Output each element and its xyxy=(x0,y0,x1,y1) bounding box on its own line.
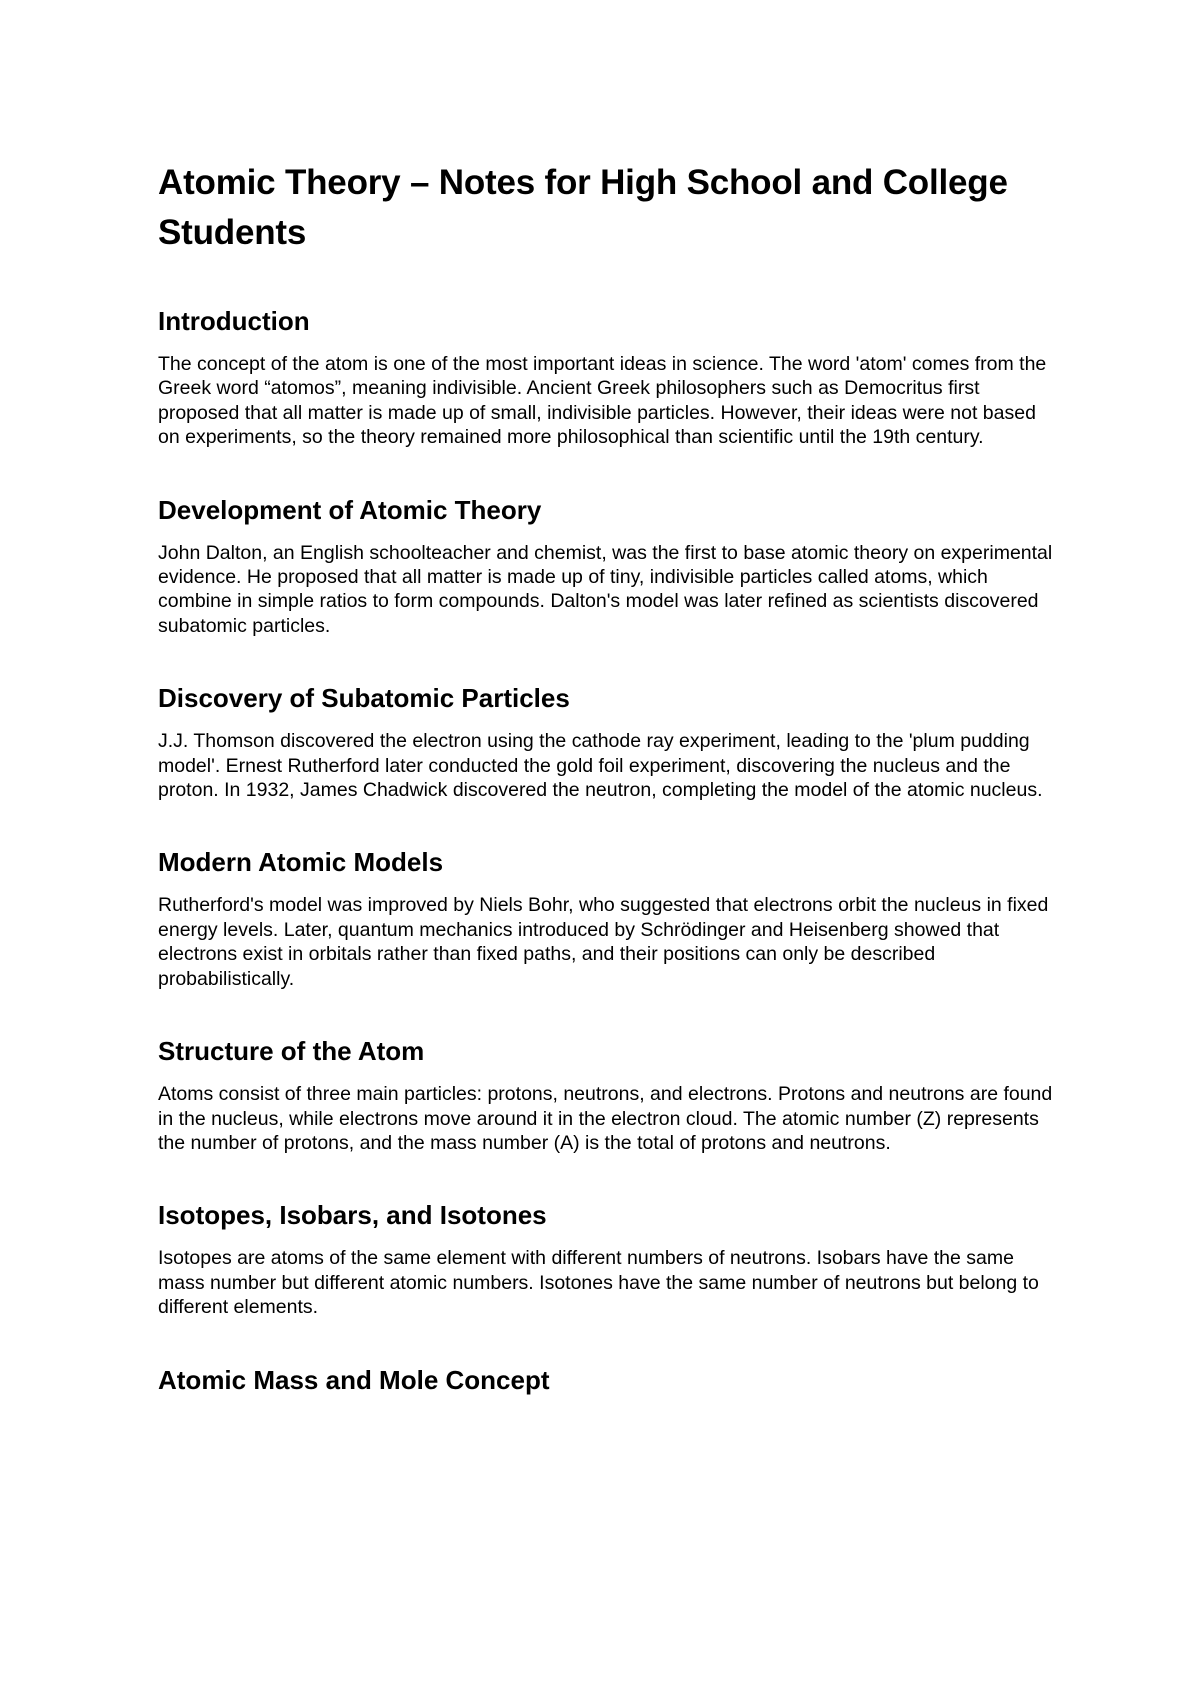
section-heading: Development of Atomic Theory xyxy=(158,494,542,525)
section-body: J.J. Thomson discovered the electron using the cathode ray experiment, leading to the 'plum pudding model'. Ernest Rutherford later conducted the gold foil experiment, discovering the nucleus and the proton. In 1932, James Chadwick discovered the neutron, completing the model of the atomic nucleus. xyxy=(158,730,1043,802)
section-heading: Atomic Mass and Mole Concept xyxy=(158,1364,550,1395)
section-development-of-atomic-theory xyxy=(158,493,1058,639)
section-body: Isotopes are atoms of the same element with different numbers of neutrons. Isobars have the same mass number but different atomic numbers. Isotones have the same number of neutrons but belong to different elements. xyxy=(158,1247,1039,1319)
section-body: The concept of the atom is one of the most important ideas in science. The word 'atom' comes from the Greek word “atomos”, meaning indivisible. Ancient Greek philosophers such as Democritus first proposed that all matter is made up of small, indivisible particles. However, their ideas were not based on experiments, so the theory remained more philosophical than scientific until the 19th century. xyxy=(158,353,1047,449)
section-heading: Discovery of Subatomic Particles xyxy=(158,683,570,714)
section-heading: Modern Atomic Models xyxy=(158,847,444,878)
section-structure-of-the-atom xyxy=(158,1034,1058,1155)
section-isotopes-isobars-isotones xyxy=(158,1198,1058,1319)
section-body: Rutherford's model was improved by Niels Bohr, who suggested that electrons orbit the nucleus in fixed energy levels. Later, quantum mechanics introduced by Schrödinger and Heisenberg showed that electrons exist in orbitals rather than fixed paths, and their positions can only be described probabilistically. xyxy=(158,894,1049,990)
section-atomic-mass-and-mole-concept xyxy=(158,1363,1058,1397)
section-heading: Introduction xyxy=(158,306,310,336)
section-discovery-of-subatomic-particles xyxy=(158,681,1058,802)
page-title: Atomic Theory – Notes for High School and College Students xyxy=(158,163,1008,252)
section-modern-atomic-models xyxy=(158,845,1058,991)
section-heading: Structure of the Atom xyxy=(158,1036,425,1067)
section-heading: Isotopes, Isobars, and Isotones xyxy=(158,1200,547,1231)
section-body: Atoms consist of three main particles: protons, neutrons, and electrons. Protons and neutrons are found in the nucleus, while electrons move around it in the electron cloud. The atomic number (Z) represents the number of protons, and the mass number (A) is the total of protons and neutrons. xyxy=(158,1083,1053,1154)
document-page xyxy=(158,158,1058,1411)
section-introduction xyxy=(158,304,1058,450)
section-body: John Dalton, an English schoolteacher and chemist, was the first to base atomic theory on experimental evidence. He proposed that all matter is made up of tiny, indivisible particles called atoms, which combine in simple ratios to form compounds. Dalton's model was later refined as scientists discovered subatomic particles. xyxy=(158,541,1053,637)
